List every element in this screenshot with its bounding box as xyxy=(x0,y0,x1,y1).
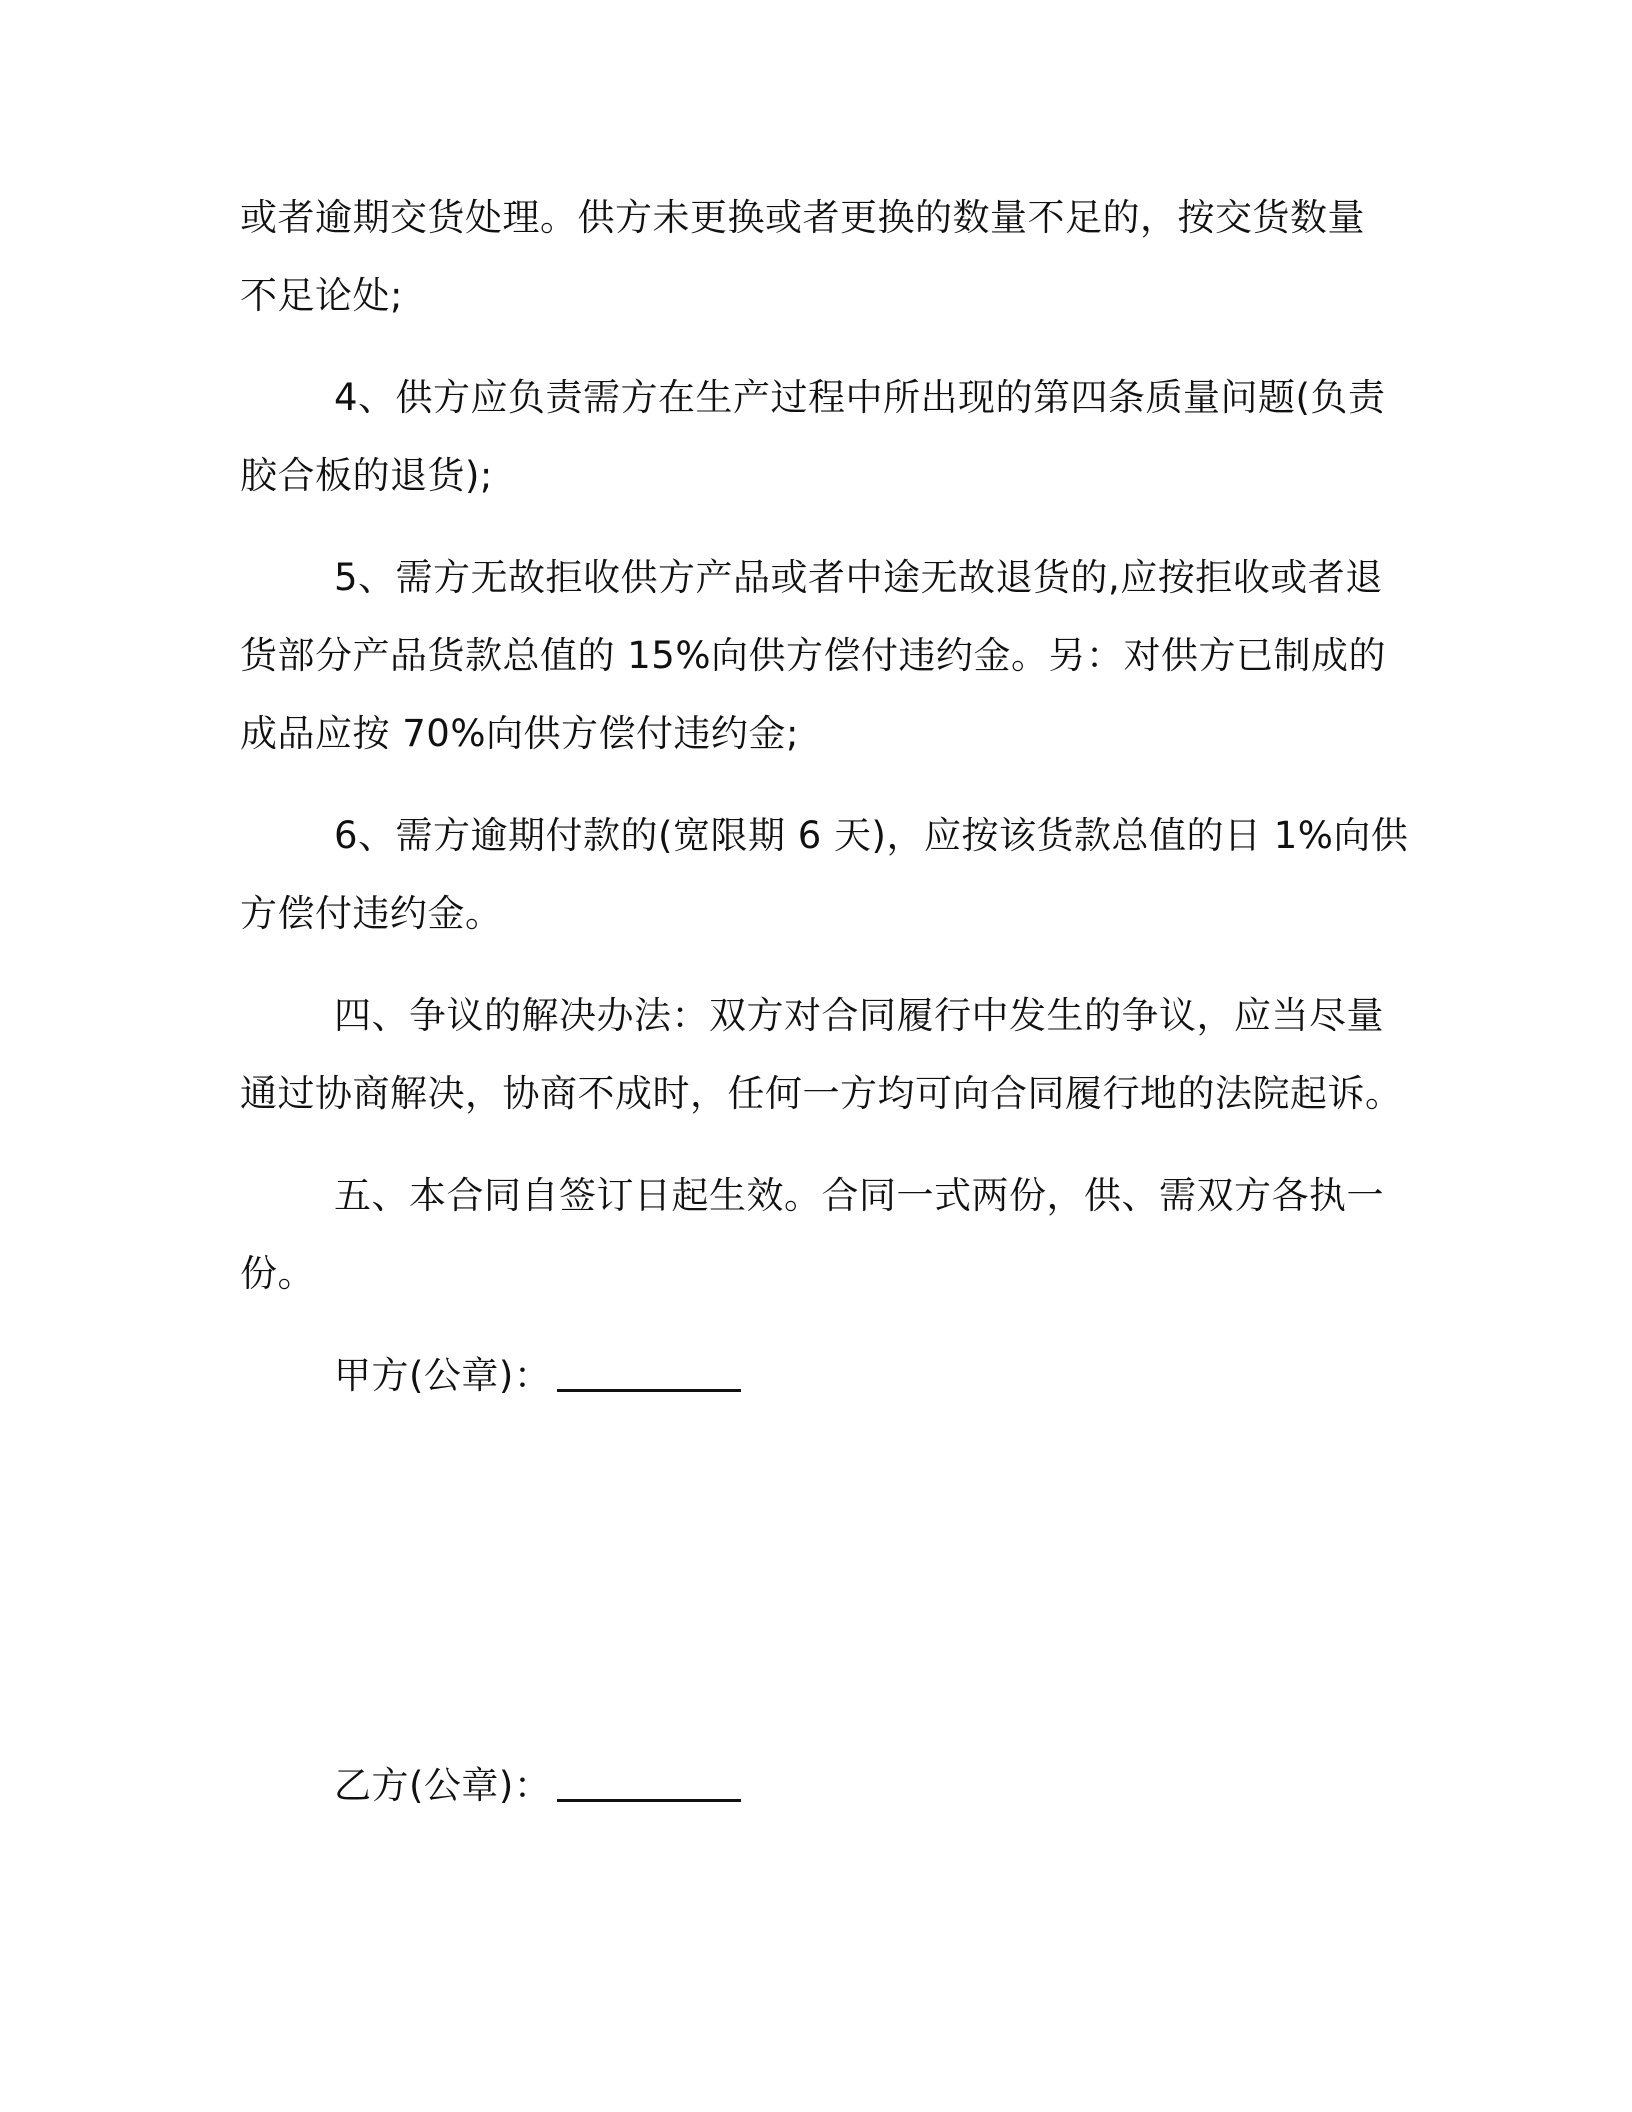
text-line: 或者逾期交货处理。供方未更换或者更换的数量不足的，按交货数量 xyxy=(240,196,1365,239)
text-line: 成品应按 70%向供方偿付违约金; xyxy=(240,712,799,755)
text-line: 方偿付违约金。 xyxy=(240,892,503,935)
text-line: 份。 xyxy=(240,1252,315,1295)
dispute-resolution-line: 四、争议的解决办法：双方对合同履行中发生的争议，应当尽量 xyxy=(334,994,1384,1037)
text-line: 货部分产品货款总值的 15%向供方偿付违约金。另：对供方已制成的 xyxy=(240,634,1386,677)
text-line: 胶合板的退货); xyxy=(240,454,493,497)
clause-6-line: 6、需方逾期付款的(宽限期 6 天)，应按该货款总值的日 1%向供 xyxy=(334,814,1409,857)
clause-4-line: 4、供方应负责需方在生产过程中所出现的第四条质量问题(负责 xyxy=(334,376,1386,419)
text-line: 通过协商解决，协商不成时，任何一方均可向合同履行地的法院起诉。 xyxy=(240,1072,1403,1115)
party-b-signature-blank xyxy=(557,1767,741,1802)
party-a-signature xyxy=(334,1354,741,1398)
clause-5-line: 5、需方无故拒收供方产品或者中途无故退货的,应按拒收或者退 xyxy=(334,556,1383,599)
party-b-signature xyxy=(334,1764,741,1808)
party-a-signature-blank xyxy=(557,1357,741,1392)
text-line: 不足论处; xyxy=(240,274,403,317)
party-b-label: 乙方(公章)： xyxy=(334,1764,552,1807)
effective-date-line: 五、本合同自签订日起生效。合同一式两份，供、需双方各执一 xyxy=(334,1174,1384,1217)
party-a-label: 甲方(公章)： xyxy=(334,1354,552,1397)
